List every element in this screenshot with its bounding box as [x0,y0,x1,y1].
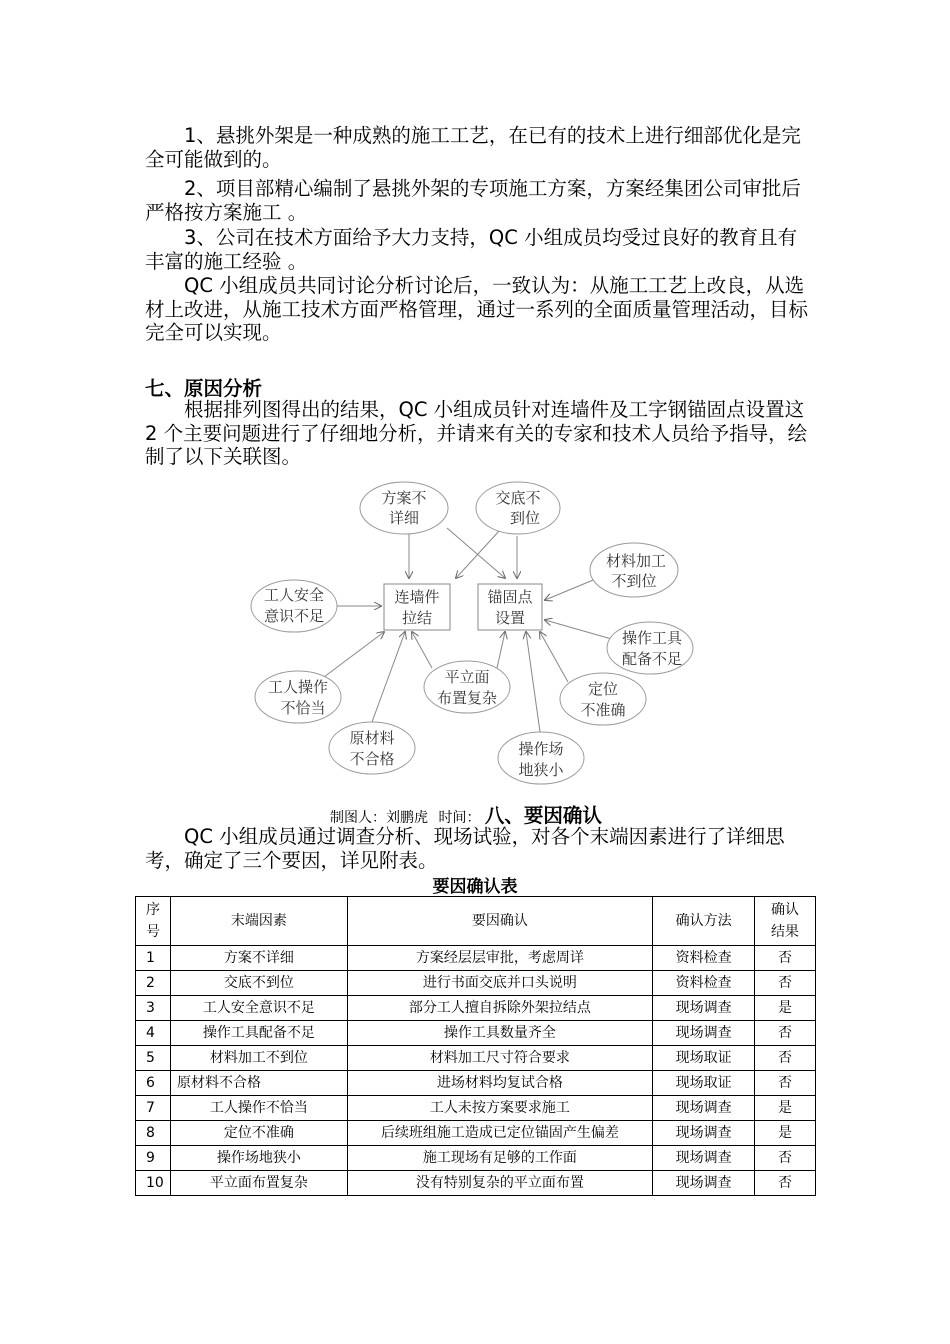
header-confirmation: 要因确认 [347,897,652,946]
svg-text:布置复杂: 布置复杂 [436,689,498,707]
svg-text:不合格: 不合格 [349,750,395,768]
svg-text:工人安全: 工人安全 [263,586,325,604]
table-row: 7 工人操作不恰当 工人未按方案要求施工 现场调查 是 [136,1096,816,1121]
section-7-text: 根据排列图得出的结果，QC 小组成员针对连墙件及工字钢锚固点设置这 2 个主要问题进行了仔细地分析，并请来有关的专家和技术人员给予指导，绘制了以下关联图。 [145,398,808,468]
table-row: 10 平立面布置复杂 没有特别复杂的平立面布置 现场调查 否 [136,1171,816,1196]
svg-text:工人操作: 工人操作 [267,678,329,696]
svg-text:定位: 定位 [587,680,619,698]
cause-positioning-inaccurate [560,673,646,725]
svg-text:拉结: 拉结 [401,609,433,627]
cause-tools-insufficient [607,622,693,674]
problem-box-anchor-point [478,584,542,630]
svg-text:锚固点: 锚固点 [487,588,533,606]
table-row: 5 材料加工不到位 材料加工尺寸符合要求 现场取证 否 [136,1046,816,1071]
svg-text:不恰当: 不恰当 [280,699,326,717]
diagram-caption [330,800,602,828]
caption-time: 时间： [438,810,481,826]
cause-plan-not-detailed [360,482,448,534]
table-row: 1 方案不详细 方案经层层审批，考虑周详 资料检查 否 [136,946,816,971]
table-row: 3 工人安全意识不足 部分工人擅自拆除外架拉结点 现场调查 是 [136,996,816,1021]
cause-raw-material [329,722,415,774]
cause-narrow-site [498,732,584,784]
cause-material-processing [590,543,678,597]
paragraph-1: 1、悬挑外架是一种成熟的施工工艺，在已有的技术上进行细部优化是完全可能做到的。 [145,124,801,171]
svg-text:配备不足: 配备不足 [621,650,683,668]
paragraph-4: QC 小组成员共同讨论分析讨论后，一致认为：从施工工艺上改良，从选材上改进，从施工技术方面严格管理，通过一系列的全面质量管理活动，目标完全可以实现。 [145,274,809,344]
svg-text:地狭小: 地狭小 [518,761,564,779]
header-index: 序号 [136,897,171,946]
table-row: 8 定位不准确 后续班组施工造成已定位锚固产生偏差 现场调查 是 [136,1121,816,1146]
svg-text:操作场: 操作场 [518,740,564,758]
svg-text:连墙件: 连墙件 [394,588,440,606]
svg-text:方案不: 方案不 [381,489,427,507]
svg-text:不到位: 不到位 [611,572,657,590]
svg-text:意识不足: 意识不足 [263,607,325,625]
problem-box-wall-tie [384,584,450,630]
svg-text:交底不: 交底不 [495,489,541,507]
paragraph-3: 3、公司在技术方面给予大力支持，QC 小组成员均受过良好的教育且有丰富的施工经验 。 [145,226,798,273]
svg-text:到位: 到位 [509,509,541,527]
cause-safety-awareness [251,580,337,632]
paragraph-2: 2、项目部精心编制了悬挑外架的专项施工方案，方案经集团公司审批后严格按方案施工 。 [145,177,801,224]
section-8-heading: 八、要因确认 [484,804,602,827]
svg-text:原材料: 原材料 [349,729,395,747]
svg-text:操作工具: 操作工具 [621,629,683,647]
section-7-heading: 七、原因分析 [145,377,263,400]
header-factor: 末端因素 [170,897,347,946]
svg-text:平立面: 平立面 [444,668,490,686]
table-row: 6 原材料不合格 进场材料均复试合格 现场取证 否 [136,1071,816,1096]
key-cause-table [135,896,816,1196]
svg-text:材料加工: 材料加工 [605,552,667,570]
svg-text:不准确: 不准确 [580,701,626,719]
table-header-row [136,897,816,946]
table-row: 4 操作工具配备不足 操作工具数量齐全 现场调查 否 [136,1021,816,1046]
caption-author: 制图人：刘鹏虎 [330,810,428,826]
header-result: 确认结果 [755,897,816,946]
table-title: 要因确认表 [432,877,518,897]
svg-text:设置: 设置 [494,609,526,627]
svg-text:详细: 详细 [388,509,420,527]
table-row: 2 交底不到位 进行书面交底并口头说明 资料检查 否 [136,971,816,996]
header-method: 确认方法 [653,897,755,946]
cause-complex-layout [424,661,510,713]
cause-briefing-not-thorough [476,482,560,534]
table-row: 9 操作场地狭小 施工现场有足够的工作面 现场调查 否 [136,1146,816,1171]
section-8-text: QC 小组成员通过调查分析、现场试验，对各个末端因素进行了详细思考，确定了三个要因，详见附表。 [145,825,785,872]
relation-diagram [240,480,710,800]
cause-improper-operation [255,671,341,723]
